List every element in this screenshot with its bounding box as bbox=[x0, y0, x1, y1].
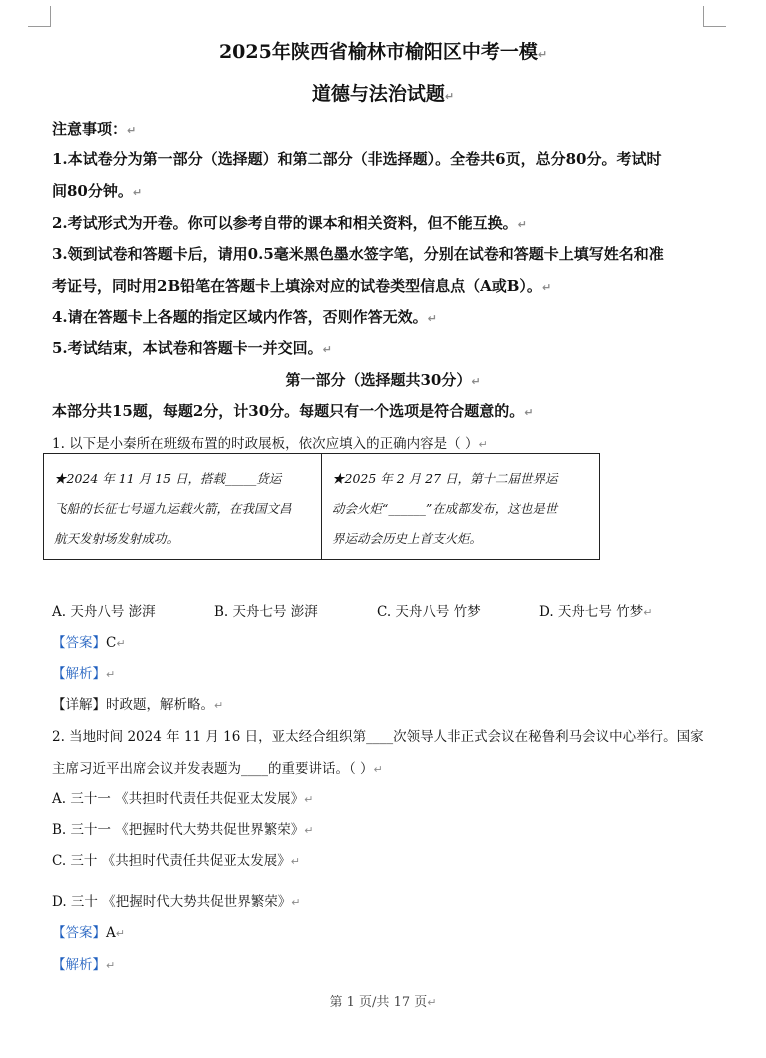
q1-news-right-line2: 动会火炬“______”在成都发布，这也是世 bbox=[332, 501, 558, 516]
q1-option-d: D. 天舟七号 竹梦 bbox=[539, 604, 644, 620]
page-footer: 第 1 页/共 17 页↵ bbox=[329, 995, 437, 1010]
q1-news-left bbox=[44, 454, 321, 559]
q1-news-board bbox=[43, 453, 600, 560]
crop-mark-top-left bbox=[28, 6, 51, 27]
q1-news-left-line3: 航天发射场发射成功。 bbox=[54, 531, 180, 546]
q1-news-right-line1: ★2025 年 2 月 27 日，第十二届世界运 bbox=[332, 471, 558, 486]
q2-stem-line1: 2. 当地时间 2024 年 11 月 16 日，亚太经合组织第____次领导人非正式会议在秘鲁利马会议中心举行。国家 bbox=[52, 729, 704, 745]
notice-item-3b: 考证号，同时用2B铅笔在答题卡上填涂对应的试卷类型信息点（A或B）。↵ bbox=[52, 277, 552, 295]
notice-item-5: 5.考试结束，本试卷和答题卡一并交回。↵ bbox=[52, 339, 332, 357]
notice-item-1a: 1.本试卷分为第一部分（选择题）和第二部分（非选择题）。全卷共6页，总分80分。考试时 bbox=[52, 150, 662, 168]
section1-title: 第一部分（选择题共30分）↵ bbox=[285, 371, 481, 389]
notice-item-4: 4.请在答题卡上各题的指定区域内作答，否则作答无效。↵ bbox=[52, 308, 437, 326]
q2-option-d: D. 三十 《把握时代大势共促世界繁荣》↵ bbox=[52, 894, 301, 910]
q1-options: A. 天舟八号 澎湃 B. 天舟七号 澎湃 C. 天舟八号 竹梦 D. 天舟七号 竹梦↵ bbox=[52, 600, 652, 620]
exam-subtitle: 道德与法治试题↵ bbox=[311, 83, 455, 105]
notice-heading: 注意事项：↵ bbox=[52, 120, 137, 138]
q1-news-right-line3: 界运动会历史上首支火炬。 bbox=[332, 531, 483, 546]
crop-mark-top-right bbox=[703, 6, 726, 27]
q1-stem: 1. 以下是小秦所在班级布置的时政展板，依次应填入的正确内容是（ ）↵ bbox=[52, 436, 488, 452]
q2-answer: 【答案】A↵ bbox=[52, 925, 125, 941]
q1-news-left-line2: 飞船的长征七号遥九运载火箭，在我国文昌 bbox=[54, 501, 292, 516]
q1-option-b: B. 天舟七号 澎湃 bbox=[214, 604, 318, 620]
q1-analysis: 【解析】↵ bbox=[52, 666, 116, 682]
section1-desc: 本部分共15题，每题2分，计30分。每题只有一个选项是符合题意的。↵ bbox=[52, 402, 534, 420]
notice-item-3a: 3.领到试卷和答题卡后，请用0.5毫米黑色墨水签字笔，分别在试卷和答题卡上填写姓名和准 bbox=[52, 245, 664, 263]
notice-item-1b: 间80分钟。↵ bbox=[52, 182, 143, 200]
q1-detail: 【详解】时政题，解析略。↵ bbox=[52, 697, 224, 713]
q2-stem-line2: 主席习近平出席会议并发表题为____的重要讲话。（ ）↵ bbox=[52, 761, 383, 777]
q2-option-c: C. 三十 《共担时代责任共促亚太发展》↵ bbox=[52, 853, 300, 869]
q2-option-b: B. 三十一 《把握时代大势共促世界繁荣》↵ bbox=[52, 822, 314, 838]
notice-item-2: 2.考试形式为开卷。你可以参考自带的课本和相关资料，但不能互换。↵ bbox=[52, 214, 527, 232]
exam-title: 2025年陕西省榆林市榆阳区中考一模↵ bbox=[218, 41, 548, 63]
q1-news-left-line1: ★2024 年 11 月 15 日，搭载_____货运 bbox=[54, 471, 282, 486]
q1-option-c: C. 天舟八号 竹梦 bbox=[377, 604, 481, 620]
q2-analysis: 【解析】↵ bbox=[52, 957, 116, 973]
q1-news-right bbox=[321, 454, 599, 559]
q1-answer: 【答案】C↵ bbox=[52, 635, 126, 651]
q1-option-a: A. 天舟八号 澎湃 bbox=[52, 604, 156, 620]
q2-option-a: A. 三十一 《共担时代责任共促亚太发展》↵ bbox=[52, 791, 314, 807]
